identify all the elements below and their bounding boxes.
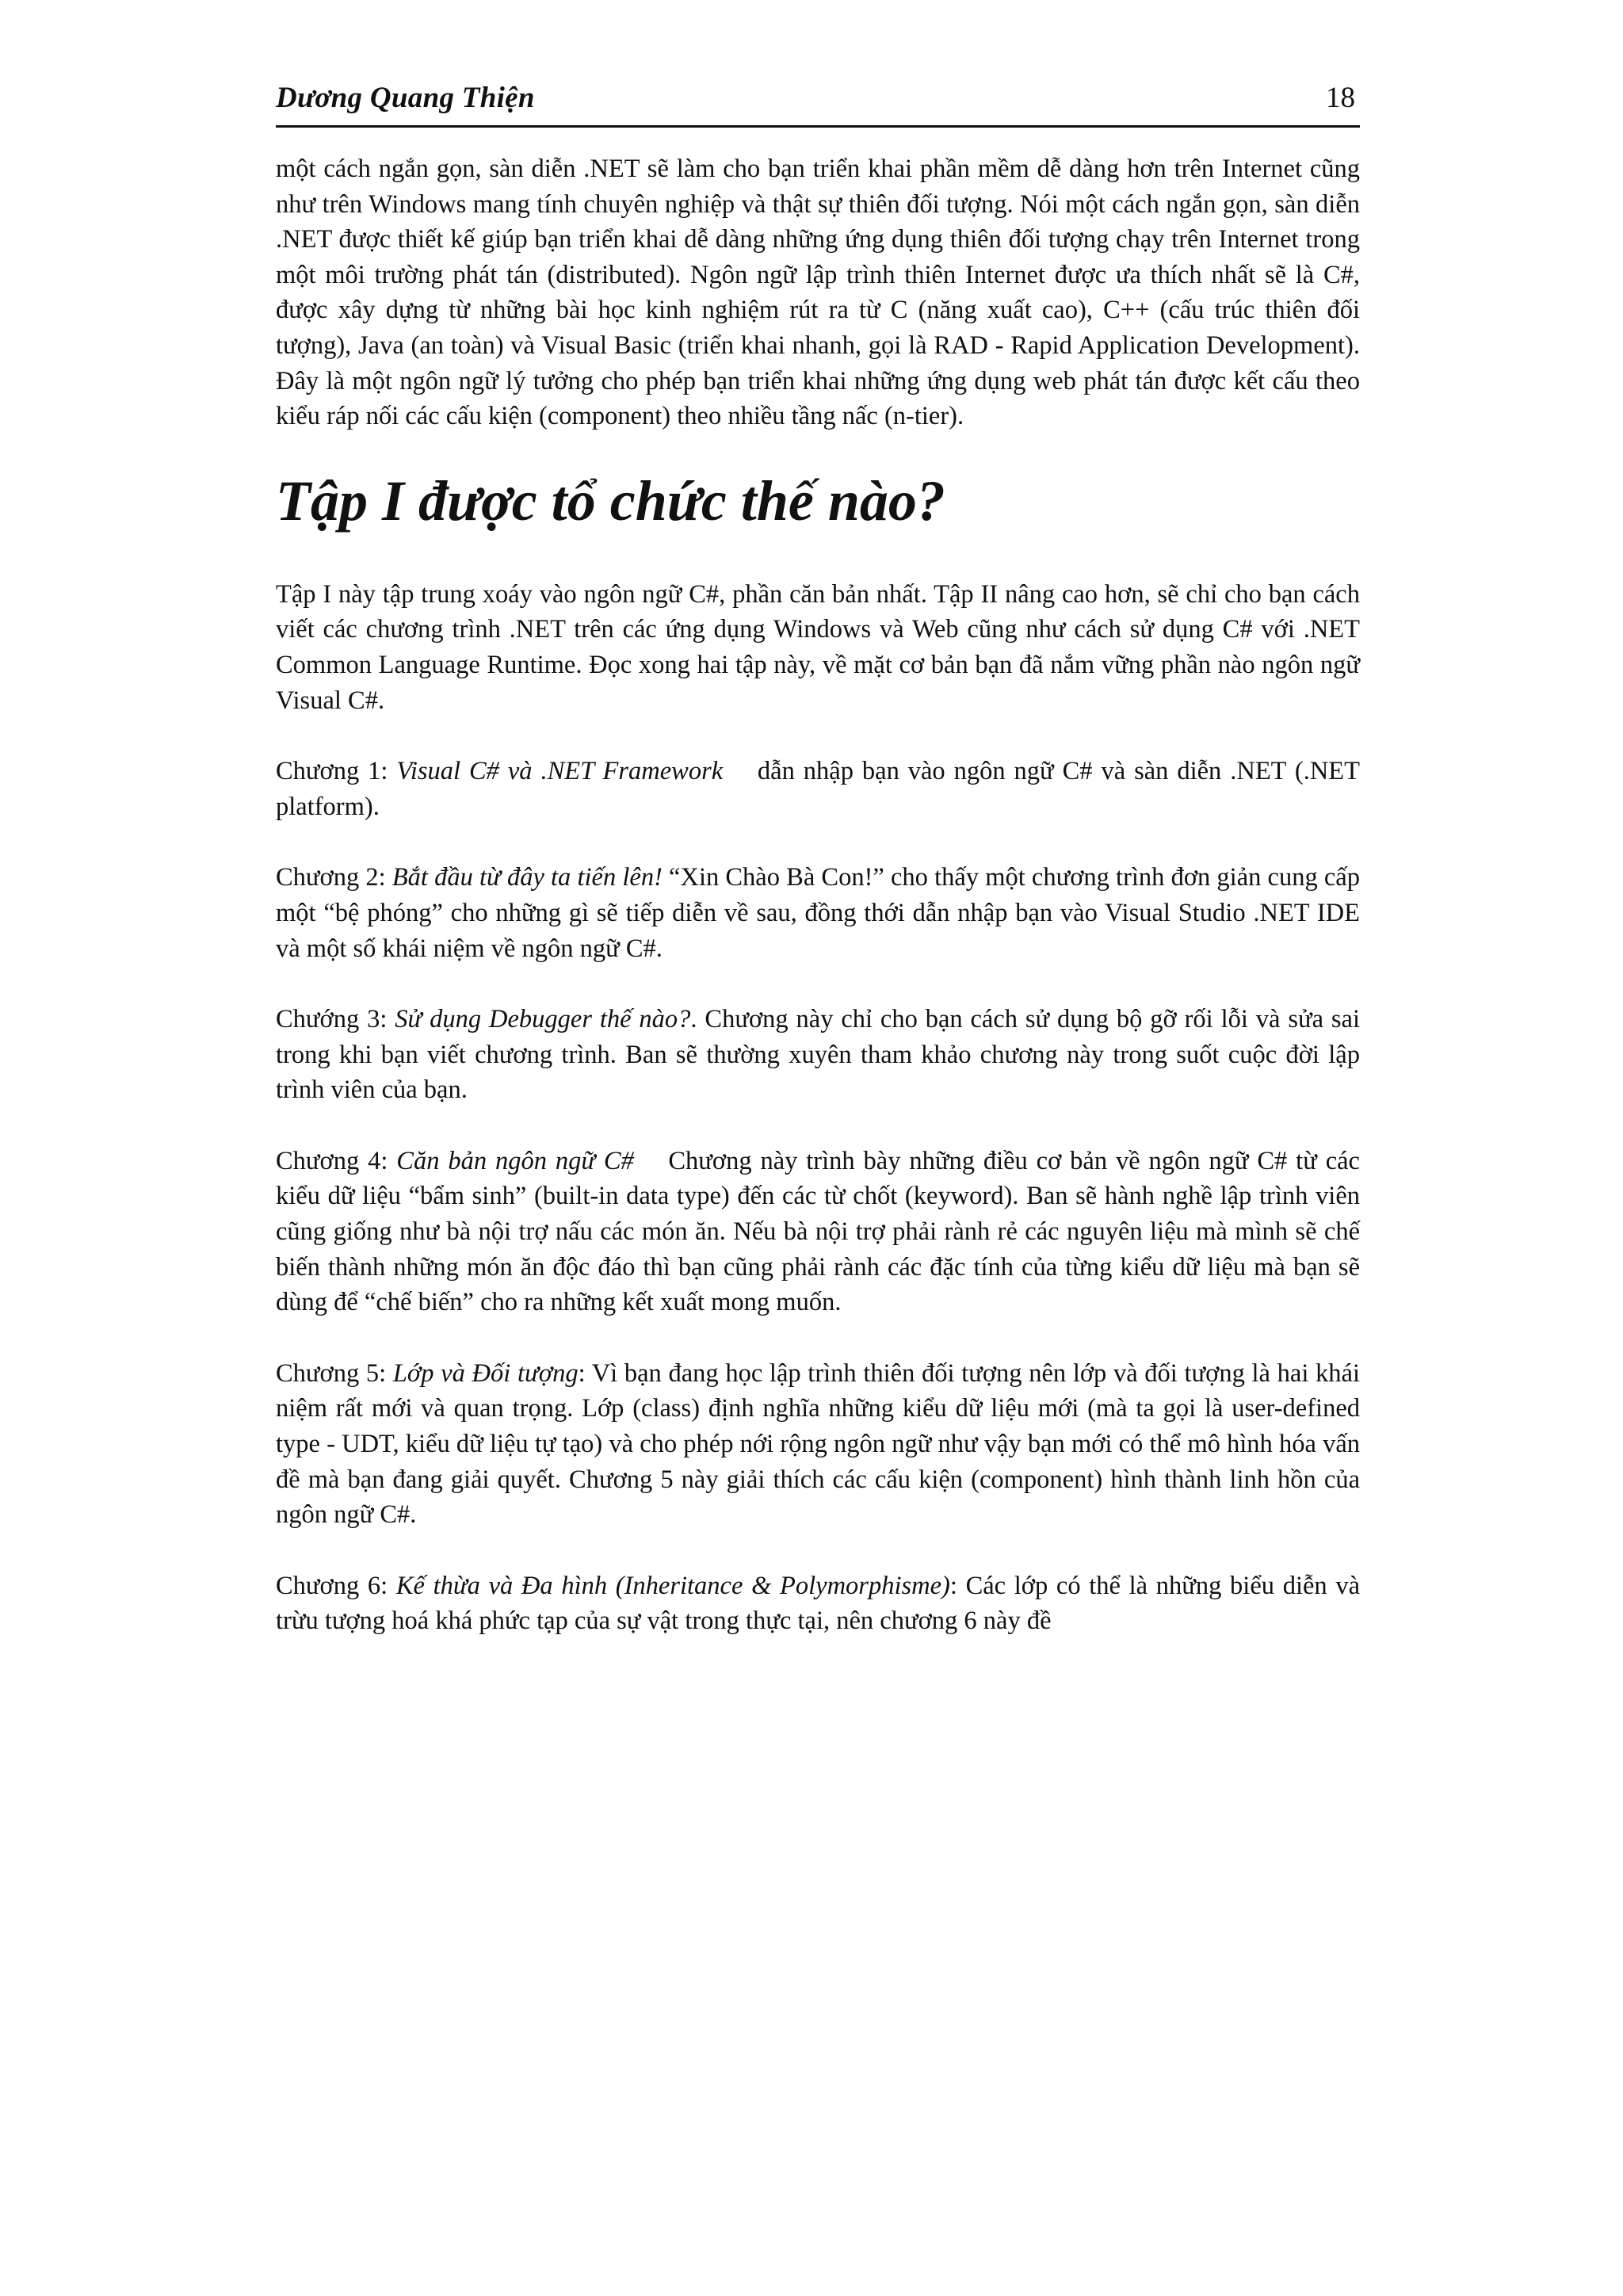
chapter-label: Chương 5: xyxy=(276,1358,393,1388)
chapter-3-paragraph xyxy=(276,1002,1360,1108)
intro-paragraph: một cách ngắn gọn, sàn diễn .NET sẽ làm cho bạn triển khai phần mềm dễ dàng hơn trên Internet cũng như trên Windows mang tính chuyên nghiệp và thật sự thiên đối tượng. Nói một cách ngắn gọn, sàn diễn .NET được thiết kế giúp bạn triển khai dễ dàng những ứng dụng thiên đối tượng chạy trên Internet trong một môi trường phát tán (distributed). Ngôn ngữ lập trình thiên Internet được ưa thích nhất sẽ là C#, được xây dựng từ những bài học kinh nghiệm rút ra từ C (năng xuất cao), C++ (cấu trúc thiên đối tượng), Java (an toàn) và Visual Basic (triển khai nhanh, gọi là RAD - Rapid Application Development). Đây là một ngôn ngữ lý tưởng cho phép bạn triển khai những ứng dụng web phát tán được kết cấu theo kiểu ráp nối các cấu kiện (component) theo nhiều tầng nấc (n-tier). xyxy=(276,155,1360,431)
chapter-1-paragraph xyxy=(276,754,1367,824)
chapter-title: Căn bản ngôn ngữ C# xyxy=(396,1146,634,1175)
chapter-title: Kế thừa và Đa hình (Inheritance & Polymorphisme) xyxy=(395,1571,950,1600)
chapter-title: Sử dụng Debugger thế nào? xyxy=(395,1005,691,1034)
chapter-label: Chương 1: xyxy=(276,757,397,786)
chapter-title: Lớp và Đối tượng xyxy=(392,1358,579,1388)
chapter-label: Chương 2: xyxy=(276,863,392,892)
chapter-description: : Các lớp có thể là những biểu diễn và trừu tượng hoá khá phức tạp của sự vật trong thực tại, nên chương 6 này đề xyxy=(276,1571,1360,1636)
chapter-label: Chương 6: xyxy=(276,1571,396,1600)
chapter-title: Bắt đầu từ đây ta tiến lên! xyxy=(391,863,663,892)
header-author: Dương Quang Thiện xyxy=(276,82,535,114)
chapter-description: dẫn nhập bạn vào ngôn ngữ C# và sàn diễn .NET (.NET platform). xyxy=(276,757,1367,821)
page-number: 18 xyxy=(1326,82,1355,114)
section-heading: Tập I được tổ chức thế nào? xyxy=(276,468,945,533)
chapter-description: Chương này trình bày những điều cơ bản về ngôn ngữ C# từ các kiểu dữ liệu “bẩm sinh” (built-in data type) đến các từ chốt (keyword). Ban sẽ hành nghề lập trình viên cũng giống như bà nội trợ nấu các món ăn. Nếu bà nội trợ phải rành rẻ các nguyên liệu mà mình sẽ chế biến thành những món ăn độc đáo thì bạn cũng phải rành các đặc tính của từng kiểu dữ liệu mà bạn sẽ dùng để “chế biến” cho ra những kết xuất mong muốn. xyxy=(276,1146,1367,1317)
chapter-label: Chương 4: xyxy=(276,1146,397,1175)
chapter-5-paragraph xyxy=(276,1356,1360,1533)
chapter-2-paragraph xyxy=(276,860,1360,966)
chapter-6-paragraph xyxy=(276,1568,1360,1639)
chapter-label: Chướng 3: xyxy=(276,1005,395,1034)
chapter-description: “Xin Chào Bà Con!” cho thấy một chương trình đơn giản cung cấp một “bệ phóng” cho những gì sẽ tiếp diễn về sau, đồng thới dẫn nhập bạn vào Visual Studio .NET IDE và một số khái niệm về ngôn ngữ C#. xyxy=(276,863,1360,963)
section-intro-paragraph: Tập I này tập trung xoáy vào ngôn ngữ C#, phần căn bản nhất. Tập II nâng cao hơn, sẽ chỉ cho bạn cách viết các chương trình .NET trên các ứng dụng Windows và Web cũng như cách sử dụng C# với .NET Common Language Runtime. Đọc xong hai tập này, về mặt cơ bản bạn đã nắm vững phần nào ngôn ngữ Visual C#. xyxy=(276,579,1360,715)
chapter-description: . Chương này chỉ cho bạn cách sử dụng bộ gỡ rối lỗi và sửa sai trong khi bạn viết chương trình. Ban sẽ thường xuyên tham khảo chương này trong suốt cuộc đời lập trình viên của bạn. xyxy=(276,1005,1360,1105)
chapter-description: : Vì bạn đang học lập trình thiên đối tượng nên lớp và đối tượng là hai khái niệm rất mới và quan trọng. Lớp (class) định nghĩa những kiểu dữ liệu mới (mà ta gọi là user-defined type - UDT, kiểu dữ liệu tự tạo) và cho phép nới rộng ngôn ngữ như vậy bạn mới có thể mô hình hóa vấn đề mà bạn đang giải quyết. Chương 5 này giải thích các cấu kiện (component) hình thành linh hồn của ngôn ngữ C#. xyxy=(276,1358,1360,1530)
page-header xyxy=(276,79,1360,128)
chapter-4-paragraph xyxy=(276,1144,1367,1320)
page-content xyxy=(276,151,1367,1639)
chapter-title: Visual C# và .NET Framework xyxy=(396,757,724,786)
